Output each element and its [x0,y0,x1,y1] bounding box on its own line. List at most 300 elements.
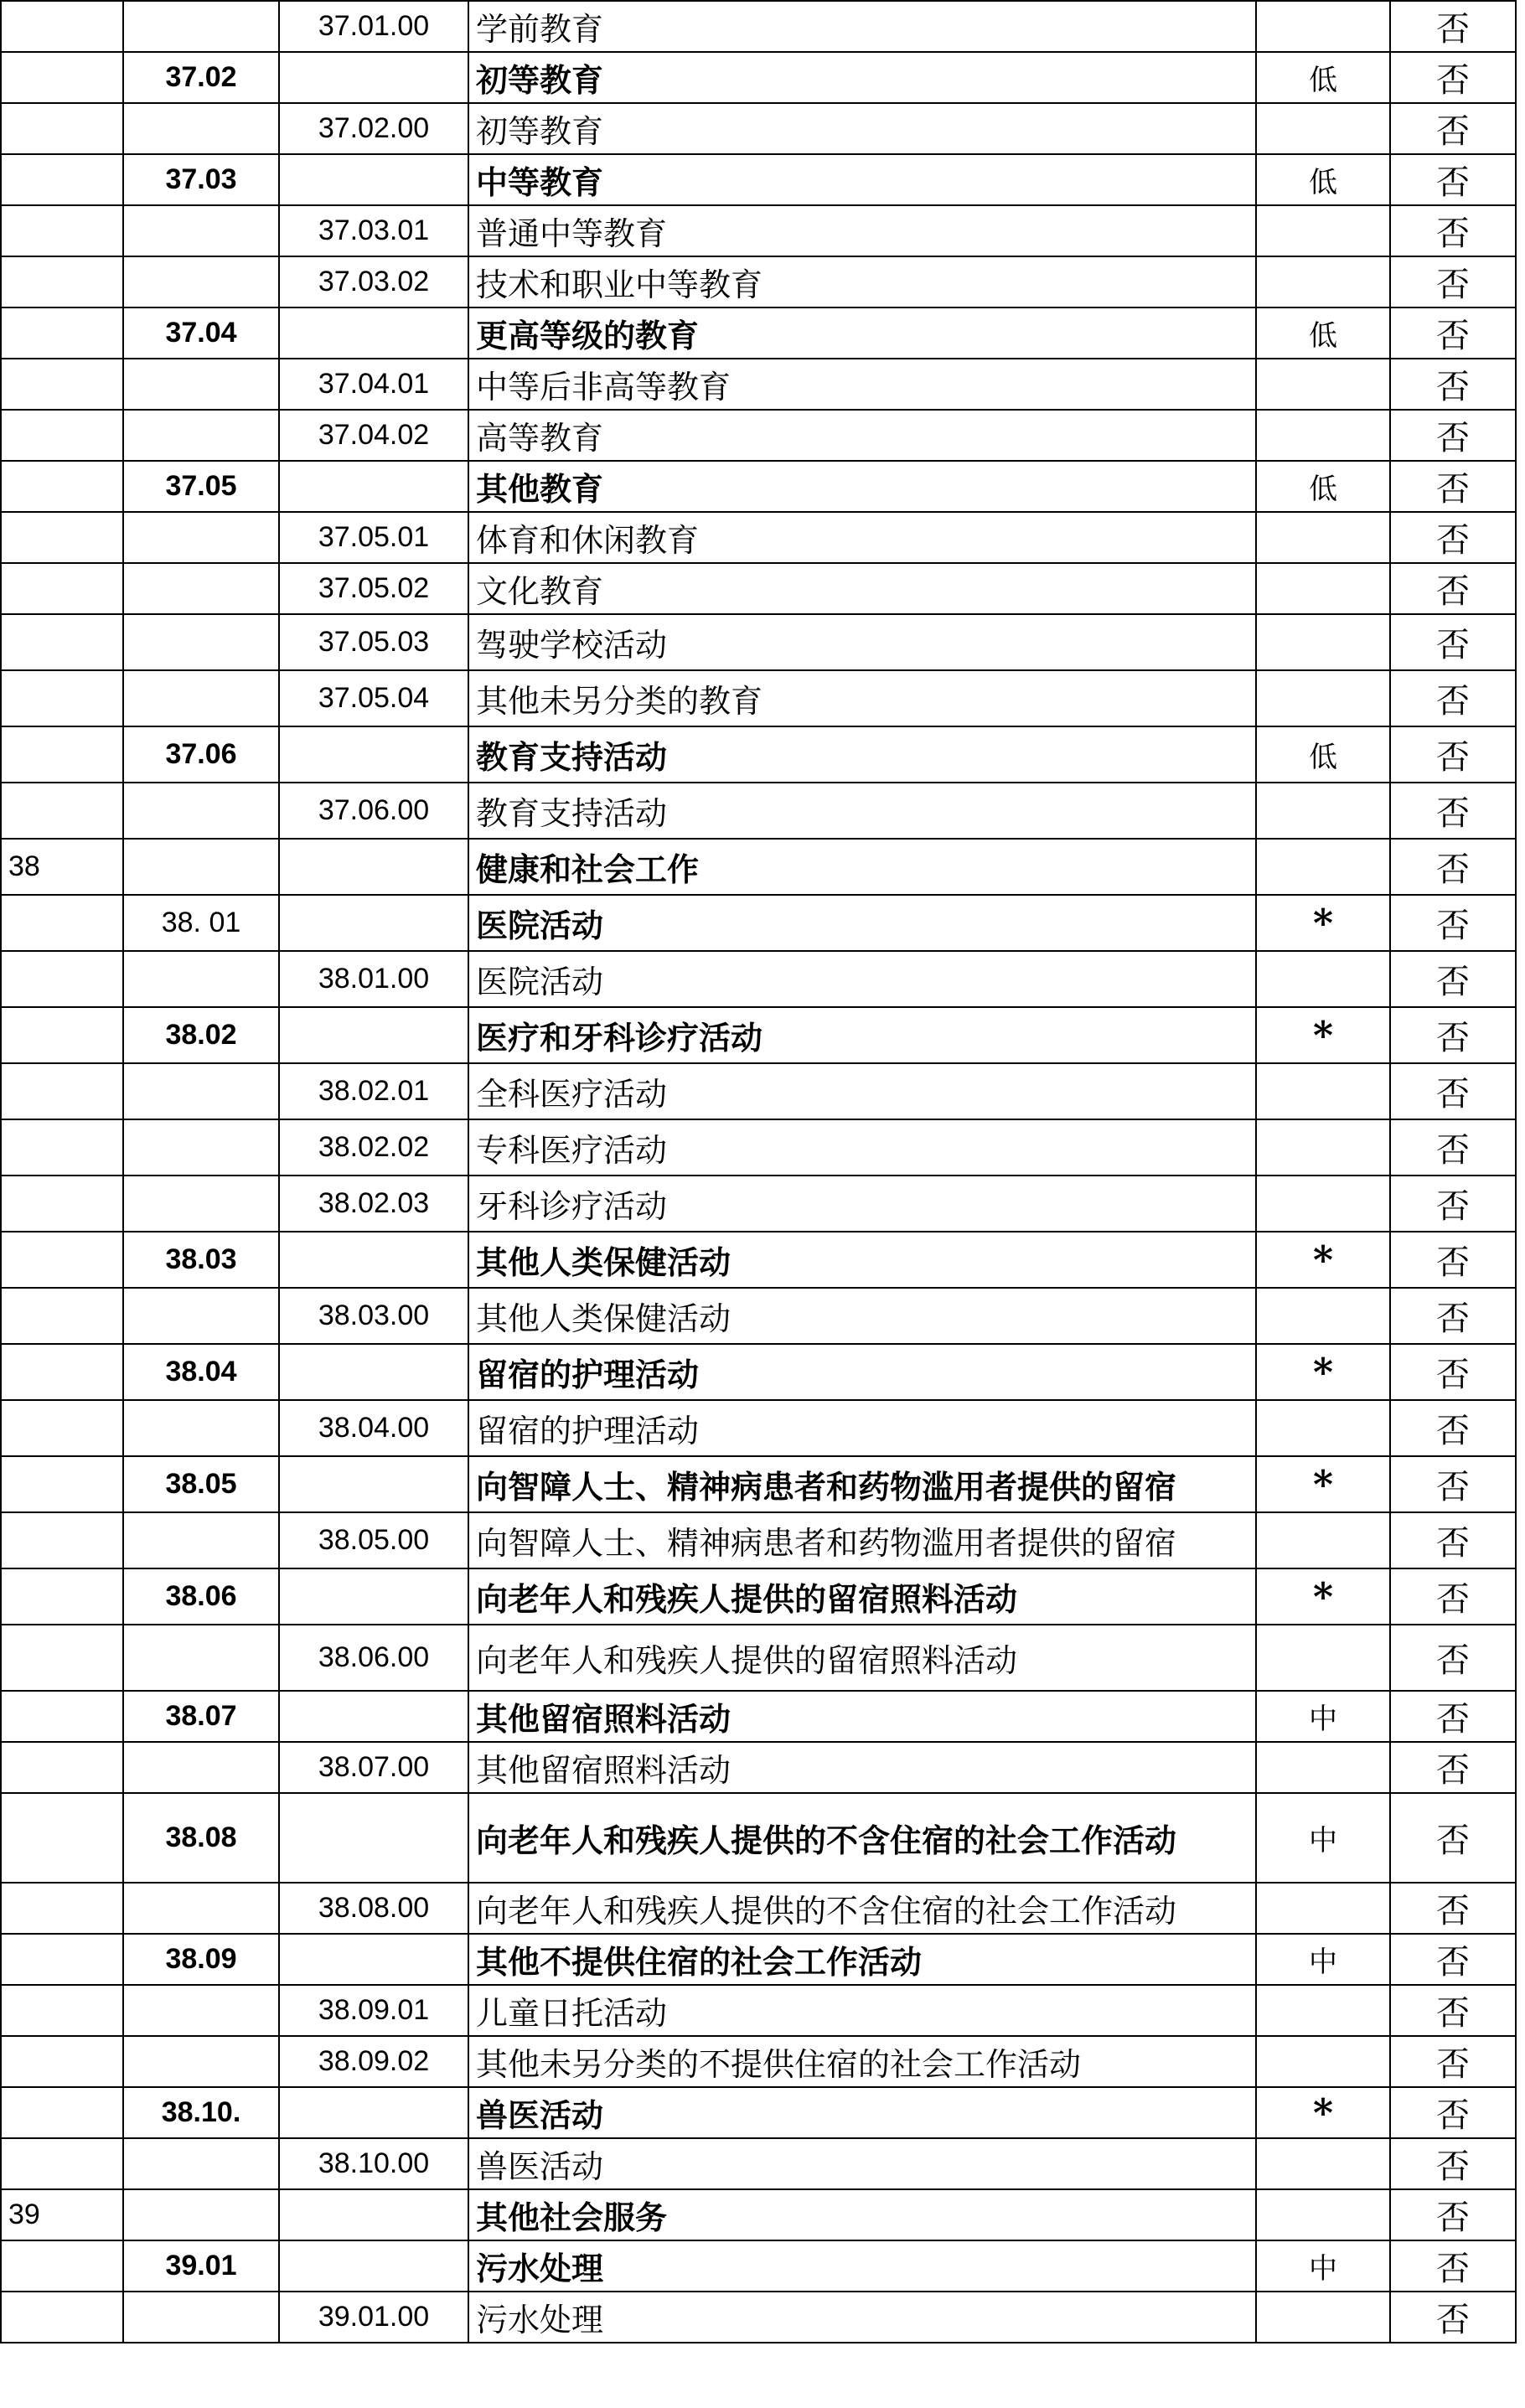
class-code-cell: 37.01.00 [279,1,468,52]
answer-cell: 否 [1390,1934,1516,1985]
section-code-cell [1,307,123,359]
table-row [1,52,1516,103]
section-code-cell [1,359,123,410]
answer-cell: 否 [1390,1691,1516,1742]
description-cell: 其他留宿照料活动 [468,1691,1256,1742]
answer-cell: 否 [1390,307,1516,359]
class-code-cell: 38.05.00 [279,1512,468,1568]
group-code-cell [123,1288,279,1344]
table-row [1,1793,1516,1883]
group-code-cell [123,1400,279,1456]
class-code-cell: 37.06.00 [279,783,468,839]
description-cell: 其他未另分类的不提供住宿的社会工作活动 [468,2036,1256,2087]
section-code-cell [1,1625,123,1691]
section-code-cell [1,154,123,205]
level-cell: 低 [1256,726,1390,783]
group-code-cell: 37.06 [123,726,279,783]
answer-cell: 否 [1390,1883,1516,1934]
level-cell [1256,1400,1390,1456]
description-cell: 向老年人和残疾人提供的不含住宿的社会工作活动 [468,1883,1256,1934]
table-row [1,461,1516,512]
level-cell [1256,563,1390,614]
class-code-cell [279,1232,468,1288]
section-code-cell [1,1742,123,1793]
level-cell [1256,1176,1390,1232]
class-code-cell [279,2240,468,2292]
level-cell [1256,1512,1390,1568]
level-cell [1256,670,1390,726]
section-code-cell [1,512,123,563]
level-cell [1256,1985,1390,2036]
description-cell: 高等教育 [468,410,1256,461]
group-code-cell [123,563,279,614]
class-code-cell: 37.05.04 [279,670,468,726]
description-cell: 健康和社会工作 [468,839,1256,895]
answer-cell: 否 [1390,951,1516,1007]
group-code-cell [123,1742,279,1793]
table-row [1,614,1516,670]
description-cell: 向老年人和残疾人提供的留宿照料活动 [468,1568,1256,1625]
level-cell [1256,2036,1390,2087]
group-code-cell [123,614,279,670]
section-code-cell [1,1934,123,1985]
group-code-cell [123,2189,279,2240]
class-code-cell [279,2189,468,2240]
answer-cell: 否 [1390,1,1516,52]
section-code-cell [1,1985,123,2036]
section-code-cell [1,2138,123,2189]
group-code-cell [123,1883,279,1934]
section-code-cell [1,2240,123,2292]
description-cell: 文化教育 [468,563,1256,614]
answer-cell: 否 [1390,563,1516,614]
section-code-cell [1,1512,123,1568]
table-row [1,726,1516,783]
description-cell: 兽医活动 [468,2138,1256,2189]
level-cell: * [1256,1232,1390,1288]
class-code-cell [279,839,468,895]
group-code-cell: 38.05 [123,1456,279,1512]
description-cell: 兽医活动 [468,2087,1256,2138]
table-row [1,951,1516,1007]
table-row [1,359,1516,410]
section-code-cell [1,2292,123,2343]
section-code-cell [1,1344,123,1400]
level-cell [1256,1,1390,52]
answer-cell: 否 [1390,1119,1516,1176]
section-code-cell [1,1,123,52]
description-cell: 教育支持活动 [468,726,1256,783]
level-cell: * [1256,1568,1390,1625]
answer-cell: 否 [1390,1985,1516,2036]
section-code-cell [1,256,123,307]
group-code-cell [123,103,279,154]
table-row [1,1883,1516,1934]
answer-cell: 否 [1390,154,1516,205]
level-cell [1256,512,1390,563]
group-code-cell [123,1985,279,2036]
answer-cell: 否 [1390,1344,1516,1400]
description-cell: 全科医疗活动 [468,1063,1256,1119]
description-cell: 留宿的护理活动 [468,1344,1256,1400]
table-row [1,205,1516,256]
description-cell: 学前教育 [468,1,1256,52]
description-cell: 其他社会服务 [468,2189,1256,2240]
section-code-cell [1,951,123,1007]
section-code-cell [1,205,123,256]
level-cell: * [1256,1456,1390,1512]
table-body [1,1,1516,2343]
class-code-cell: 38.04.00 [279,1400,468,1456]
description-cell: 其他人类保健活动 [468,1288,1256,1344]
level-cell: 中 [1256,1793,1390,1883]
answer-cell: 否 [1390,726,1516,783]
table-row [1,783,1516,839]
description-cell: 向智障人士、精神病患者和药物滥用者提供的留宿 [468,1512,1256,1568]
level-cell [1256,783,1390,839]
table-row [1,307,1516,359]
section-code-cell [1,2036,123,2087]
section-code-cell [1,1568,123,1625]
description-cell: 初等教育 [468,103,1256,154]
description-cell: 污水处理 [468,2240,1256,2292]
answer-cell: 否 [1390,1742,1516,1793]
section-code-cell [1,783,123,839]
description-cell: 更高等级的教育 [468,307,1256,359]
table-row [1,1512,1516,1568]
table-row [1,1456,1516,1512]
answer-cell: 否 [1390,256,1516,307]
table-row [1,1625,1516,1691]
table-row [1,1176,1516,1232]
section-code-cell [1,563,123,614]
group-code-cell [123,839,279,895]
answer-cell: 否 [1390,410,1516,461]
answer-cell: 否 [1390,359,1516,410]
table-row [1,1691,1516,1742]
answer-cell: 否 [1390,1625,1516,1691]
class-code-cell [279,154,468,205]
section-code-cell: 39 [1,2189,123,2240]
answer-cell: 否 [1390,2240,1516,2292]
class-code-cell [279,726,468,783]
section-code-cell [1,1691,123,1742]
section-code-cell [1,614,123,670]
table-row [1,1568,1516,1625]
table-row [1,1007,1516,1063]
class-code-cell: 38.09.02 [279,2036,468,2087]
level-cell: 中 [1256,1691,1390,1742]
answer-cell: 否 [1390,1063,1516,1119]
table-row [1,1288,1516,1344]
description-cell: 初等教育 [468,52,1256,103]
description-cell: 医院活动 [468,895,1256,951]
table-row [1,512,1516,563]
description-cell: 医疗和牙科诊疗活动 [468,1007,1256,1063]
table-row [1,1742,1516,1793]
level-cell [1256,359,1390,410]
class-code-cell: 38.06.00 [279,1625,468,1691]
section-code-cell [1,103,123,154]
class-code-cell [279,1007,468,1063]
answer-cell: 否 [1390,895,1516,951]
level-cell [1256,1625,1390,1691]
description-cell: 牙科诊疗活动 [468,1176,1256,1232]
description-cell: 教育支持活动 [468,783,1256,839]
group-code-cell [123,670,279,726]
table-row [1,2292,1516,2343]
table-row [1,2189,1516,2240]
table-row [1,1,1516,52]
group-code-cell [123,512,279,563]
group-code-cell [123,951,279,1007]
group-code-cell [123,1,279,52]
level-cell [1256,205,1390,256]
level-cell: * [1256,1344,1390,1400]
class-code-cell: 38.08.00 [279,1883,468,1934]
answer-cell: 否 [1390,614,1516,670]
table-row [1,1344,1516,1400]
class-code-cell: 38.07.00 [279,1742,468,1793]
class-code-cell: 37.03.01 [279,205,468,256]
table-row [1,103,1516,154]
class-code-cell: 38.02.03 [279,1176,468,1232]
level-cell: * [1256,2087,1390,2138]
group-code-cell: 38.02 [123,1007,279,1063]
description-cell: 体育和休闲教育 [468,512,1256,563]
section-code-cell [1,1007,123,1063]
table-row [1,670,1516,726]
table-row [1,895,1516,951]
group-code-cell: 37.05 [123,461,279,512]
level-cell [1256,1883,1390,1934]
group-code-cell [123,1625,279,1691]
group-code-cell: 38.06 [123,1568,279,1625]
section-code-cell [1,1400,123,1456]
answer-cell: 否 [1390,1400,1516,1456]
class-code-cell [279,2087,468,2138]
answer-cell: 否 [1390,512,1516,563]
table-row [1,154,1516,205]
description-cell: 其他未另分类的教育 [468,670,1256,726]
answer-cell: 否 [1390,1793,1516,1883]
class-code-cell: 38.03.00 [279,1288,468,1344]
group-code-cell [123,1176,279,1232]
answer-cell: 否 [1390,103,1516,154]
table-row [1,256,1516,307]
level-cell [1256,410,1390,461]
answer-cell: 否 [1390,1288,1516,1344]
group-code-cell [123,2138,279,2189]
class-code-cell: 38.01.00 [279,951,468,1007]
group-code-cell: 38.04 [123,1344,279,1400]
class-code-cell [279,307,468,359]
section-code-cell [1,1119,123,1176]
class-code-cell [279,1793,468,1883]
description-cell: 中等后非高等教育 [468,359,1256,410]
group-code-cell: 38.09 [123,1934,279,1985]
class-code-cell: 37.03.02 [279,256,468,307]
table-row [1,839,1516,895]
class-code-cell: 38.02.01 [279,1063,468,1119]
section-code-cell [1,461,123,512]
level-cell [1256,1063,1390,1119]
description-cell: 儿童日托活动 [468,1985,1256,2036]
section-code-cell [1,1176,123,1232]
group-code-cell: 37.04 [123,307,279,359]
answer-cell: 否 [1390,1232,1516,1288]
table-row [1,1119,1516,1176]
group-code-cell: 38.03 [123,1232,279,1288]
section-code-cell [1,1288,123,1344]
class-code-cell: 37.02.00 [279,103,468,154]
level-cell [1256,103,1390,154]
table-row [1,2138,1516,2189]
description-cell: 其他教育 [468,461,1256,512]
description-cell: 其他留宿照料活动 [468,1742,1256,1793]
answer-cell: 否 [1390,1568,1516,1625]
answer-cell: 否 [1390,1512,1516,1568]
level-cell [1256,839,1390,895]
description-cell: 向智障人士、精神病患者和药物滥用者提供的留宿 [468,1456,1256,1512]
class-code-cell: 37.05.03 [279,614,468,670]
answer-cell: 否 [1390,1176,1516,1232]
section-code-cell [1,726,123,783]
class-code-cell: 37.04.01 [279,359,468,410]
description-cell: 向老年人和残疾人提供的留宿照料活动 [468,1625,1256,1691]
section-code-cell [1,895,123,951]
description-cell: 其他不提供住宿的社会工作活动 [468,1934,1256,1985]
answer-cell: 否 [1390,2292,1516,2343]
group-code-cell: 37.03 [123,154,279,205]
group-code-cell: 38.10. [123,2087,279,2138]
class-code-cell: 38.10.00 [279,2138,468,2189]
table-row [1,1934,1516,1985]
class-code-cell: 37.05.02 [279,563,468,614]
answer-cell: 否 [1390,1007,1516,1063]
level-cell: 中 [1256,2240,1390,2292]
class-code-cell [279,895,468,951]
level-cell [1256,2292,1390,2343]
class-code-cell [279,52,468,103]
group-code-cell [123,1119,279,1176]
level-cell: 低 [1256,52,1390,103]
group-code-cell [123,205,279,256]
section-code-cell [1,1793,123,1883]
class-code-cell [279,1344,468,1400]
section-code-cell [1,2087,123,2138]
class-code-cell [279,461,468,512]
table-row [1,1232,1516,1288]
group-code-cell [123,256,279,307]
description-cell: 留宿的护理活动 [468,1400,1256,1456]
group-code-cell [123,359,279,410]
section-code-cell [1,1883,123,1934]
answer-cell: 否 [1390,839,1516,895]
table-row [1,2240,1516,2292]
group-code-cell [123,410,279,461]
class-code-cell: 38.02.02 [279,1119,468,1176]
level-cell: 低 [1256,307,1390,359]
group-code-cell: 38.07 [123,1691,279,1742]
level-cell: * [1256,1007,1390,1063]
answer-cell: 否 [1390,2189,1516,2240]
group-code-cell [123,1063,279,1119]
answer-cell: 否 [1390,2087,1516,2138]
answer-cell: 否 [1390,52,1516,103]
answer-cell: 否 [1390,1456,1516,1512]
class-code-cell: 38.09.01 [279,1985,468,2036]
level-cell [1256,256,1390,307]
level-cell [1256,2189,1390,2240]
answer-cell: 否 [1390,461,1516,512]
group-code-cell [123,2036,279,2087]
level-cell: 低 [1256,154,1390,205]
class-code-cell [279,1568,468,1625]
answer-cell: 否 [1390,670,1516,726]
description-cell: 向老年人和残疾人提供的不含住宿的社会工作活动 [468,1793,1256,1883]
description-cell: 医院活动 [468,951,1256,1007]
group-code-cell: 37.02 [123,52,279,103]
class-code-cell: 37.04.02 [279,410,468,461]
table-row [1,410,1516,461]
level-cell [1256,1742,1390,1793]
group-code-cell: 38. 01 [123,895,279,951]
answer-cell: 否 [1390,2138,1516,2189]
table-row [1,563,1516,614]
section-code-cell [1,670,123,726]
answer-cell: 否 [1390,783,1516,839]
section-code-cell: 38 [1,839,123,895]
level-cell: 中 [1256,1934,1390,1985]
class-code-cell [279,1691,468,1742]
class-code-cell: 37.05.01 [279,512,468,563]
group-code-cell [123,2292,279,2343]
description-cell: 中等教育 [468,154,1256,205]
answer-cell: 否 [1390,2036,1516,2087]
description-cell: 污水处理 [468,2292,1256,2343]
description-cell: 普通中等教育 [468,205,1256,256]
level-cell [1256,2138,1390,2189]
answer-cell: 否 [1390,205,1516,256]
level-cell [1256,1119,1390,1176]
class-code-cell [279,1456,468,1512]
description-cell: 其他人类保健活动 [468,1232,1256,1288]
group-code-cell: 38.08 [123,1793,279,1883]
section-code-cell [1,1063,123,1119]
table-row [1,1063,1516,1119]
section-code-cell [1,410,123,461]
table-row [1,1400,1516,1456]
level-cell: * [1256,895,1390,951]
section-code-cell [1,1232,123,1288]
level-cell [1256,951,1390,1007]
level-cell [1256,614,1390,670]
class-code-cell [279,1934,468,1985]
section-code-cell [1,52,123,103]
description-cell: 驾驶学校活动 [468,614,1256,670]
description-cell: 技术和职业中等教育 [468,256,1256,307]
class-code-cell: 39.01.00 [279,2292,468,2343]
section-code-cell [1,1456,123,1512]
table-row [1,2036,1516,2087]
table-row [1,2087,1516,2138]
group-code-cell [123,783,279,839]
table-row [1,1985,1516,2036]
group-code-cell: 39.01 [123,2240,279,2292]
level-cell: 低 [1256,461,1390,512]
description-cell: 专科医疗活动 [468,1119,1256,1176]
